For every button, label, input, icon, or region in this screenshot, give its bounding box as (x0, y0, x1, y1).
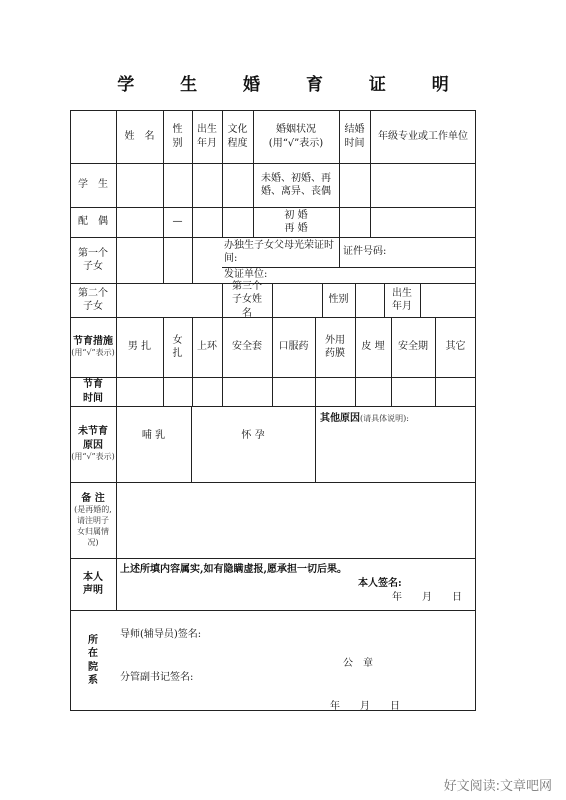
seal-label: 公 章 (343, 658, 373, 669)
header-marry-time: 结婚时间 (344, 124, 365, 149)
birth-control-hint: (用“√”表示) (71, 348, 115, 358)
declaration-label: 本人声明 (83, 571, 103, 596)
remarks-title: 备 注 (81, 492, 105, 504)
student-marital-options: 未婚、初婚、再婚、离异、丧偶 (261, 172, 331, 197)
declaration-text: 上述所填内容属实,如有隐瞒虚报,愿承担一切后果。 (120, 564, 347, 575)
remarks-label (70, 482, 116, 558)
cert-time-label: 办独生子女父母光荣证时间: (224, 239, 334, 264)
header-birth: 出生年月 (197, 124, 217, 149)
other-reason-label (320, 409, 409, 424)
header-education: 文化程度 (227, 124, 248, 149)
other-reason-title: 其他原因 (320, 413, 360, 424)
child3-gender-label: 性别 (328, 294, 349, 306)
child3-name-label: 第三个子女姓名 (232, 280, 262, 319)
option-safe-period: 安全期 (398, 341, 428, 353)
header-grade-unit: 年级专业或工作单位 (378, 130, 468, 142)
birth-control-label (70, 317, 116, 377)
option-other: 其它 (445, 341, 466, 353)
option-oral-pill: 口服药 (278, 341, 309, 353)
option-condom: 安全套 (232, 341, 262, 353)
child3-birth-label: 出生年月 (392, 287, 412, 312)
row-child1-label: 第一个子女 (78, 247, 108, 272)
cert-number-label: 证件号码: (343, 246, 387, 258)
other-reason-hint: (请具体说明): (360, 414, 409, 423)
remarks-hint: (是再婚的,请注明子女归属情况) (74, 505, 112, 547)
department-label: 所在院系 (88, 634, 98, 686)
spouse-marital-options (253, 207, 339, 237)
header-marital-label: 婚姻状况 (276, 124, 316, 135)
no-control-breastfeeding: 哺 乳 (141, 430, 166, 442)
no-control-pregnancy: 怀 孕 (241, 430, 265, 442)
department-date: 年 月 日 (330, 701, 400, 712)
birth-control-title: 节育措施 (73, 335, 113, 347)
no-control-title: 未节育原因 (78, 426, 108, 451)
row-student-label: 学 生 (78, 179, 108, 191)
header-marital (253, 110, 339, 163)
option-iud: 上环 (197, 341, 217, 353)
row-child2-label: 第二个子女 (78, 287, 108, 312)
spouse-marital-first: 初 婚 (284, 209, 308, 221)
no-control-hint: (用“√”表示) (71, 452, 115, 462)
declaration-date: 年 月 日 (392, 592, 462, 603)
header-name: 姓 名 (124, 130, 155, 142)
header-gender: 性别 (172, 124, 183, 149)
option-female-sterilization: 女扎 (172, 334, 183, 359)
no-control-label (70, 406, 116, 482)
row-spouse-label: 配 偶 (78, 216, 108, 228)
issuer-label: 发证单位: (224, 269, 268, 281)
option-implant: 皮 埋 (361, 341, 385, 353)
watermark: 好文阅读:文章吧网 (443, 779, 552, 794)
option-topical-film: 外用药膜 (325, 334, 345, 359)
declaration-sign-label: 本人签名: (358, 578, 402, 589)
birth-control-time-label: 节育时间 (83, 379, 103, 404)
spouse-marital-re: 再 婚 (284, 223, 308, 234)
page-title: 学 生 婚 育 证 明 (117, 75, 469, 95)
option-male-sterilization: 男 扎 (127, 341, 152, 353)
header-marital-hint: (用“√”表示) (268, 137, 324, 149)
spouse-gender-dash: — (172, 216, 183, 228)
secretary-sign-label: 分管副书记签名: (120, 672, 194, 683)
advisor-sign-label: 导师(辅导员)签名: (120, 629, 202, 640)
